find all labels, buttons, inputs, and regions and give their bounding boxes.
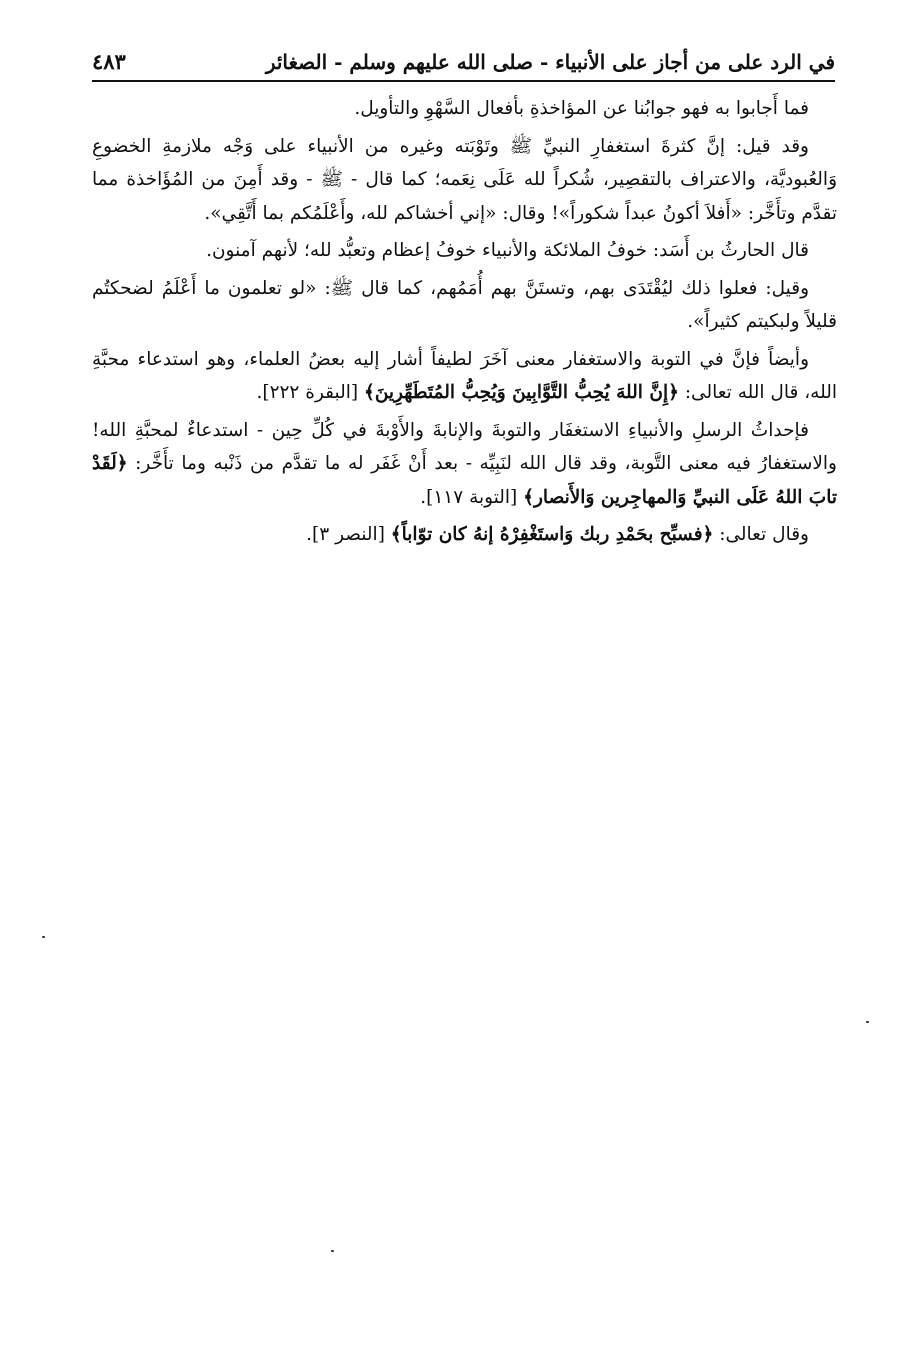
page-number: ٤٨٣ xyxy=(92,49,126,74)
paragraph-4: وقيل: فعلوا ذلك ليُقْتَدَى بهم، وتستَنَّ بهم أُمَمُهم، كما قال ﷺ: «لو تعلمون ما أَعْلَمُ لضحكتُم قليلاً ولبكيتم كثيراً». xyxy=(92,277,837,332)
quran-quote: ﴿إِنَّ اللهَ يُحِبُّ التَّوَّابِينَ وَيُحِبُّ المُتَطَهِّرِينَ﴾ xyxy=(363,382,679,403)
paragraph-2: وقد قيل: إنَّ كثرةَ استغفارِ النبيِّ ﷺ وتَوْبَته وغيره من الأنبياء على وَجْه ملازمةِ الخضوعِ وَالعُبوديَّة، والاعتراف بالتقصِير، شُكراً لله عَلَى نِعَمه؛ كما قال - ﷺ - وقد أَمِنَ من المُؤَاخذة مما تقدَّم وتأَخَّر: «أَفلاَ أكونُ عبداً شكوراً»! وقال: «إني أخشاكم لله، وأَعْلَمُكم بما أَتَّقِي». xyxy=(92,135,837,224)
paragraph-5-text: وأيضاً فإنَّ في التوبة والاستغفار معنى آخَرَ لطيفاً أشار إليه بعضُ العلماء، وهو استدعاء محبَّةِ الله، قال الله تعالى: xyxy=(92,348,837,403)
quran-reference: [النصر ٣]. xyxy=(306,524,391,545)
scan-speck xyxy=(866,1021,869,1023)
quran-reference: [التوبة ١١٧]. xyxy=(420,486,524,508)
quran-quote: ﴿لَقَدْ تابَ اللهُ عَلَى النبيِّ وَالمهاجِرين وَالأَنصار﴾ xyxy=(92,453,837,508)
paragraph-7 xyxy=(92,518,837,552)
paragraph-7-text: وقال تعالى: xyxy=(713,524,809,545)
quran-quote: ﴿فسبِّح بحَمْدِ ربك وَاستَغْفِرْهُ إنهُ كان توّاباً﴾ xyxy=(390,524,714,545)
paragraph-6 xyxy=(92,414,837,515)
paragraph-3: قال الحارثُ بن أَسَد: خوفُ الملائكة والأنبياء خوفُ إعظام وتعبُّد لله؛ لأنهم آمنون. xyxy=(206,240,809,261)
paragraph-6-text: فإحداثُ الرسلِ والأنبياءِ الاستغفَار والتوبةَ والإنابةَ والأَوْبةَ في كُلِّ حِين - استدعاءٌ لمحبَّةِ الله! والاستغفارُ فيه معنى التَّوبة، وقد قال الله لنَبِيِّه - بعد أَنْ غَفَر له ما تقدَّم من ذَنْبه وما تأَخَّر: xyxy=(92,419,837,474)
paragraph-1: فما أَجابوا به فهو جوابُنا عن المؤاخذةِ بأفعال السَّهْوِ والتأويل. xyxy=(354,98,809,119)
scan-speck xyxy=(42,936,45,938)
scan-speck xyxy=(331,1250,334,1252)
paragraph-5 xyxy=(92,343,837,410)
page-header xyxy=(92,30,835,82)
running-title: في الرد على من أجاز على الأنبياء - صلى الله عليهم وسلم - الصغائر xyxy=(265,50,835,74)
page-body xyxy=(92,92,837,556)
quran-reference: [البقرة ٢٢٢]. xyxy=(256,382,364,403)
